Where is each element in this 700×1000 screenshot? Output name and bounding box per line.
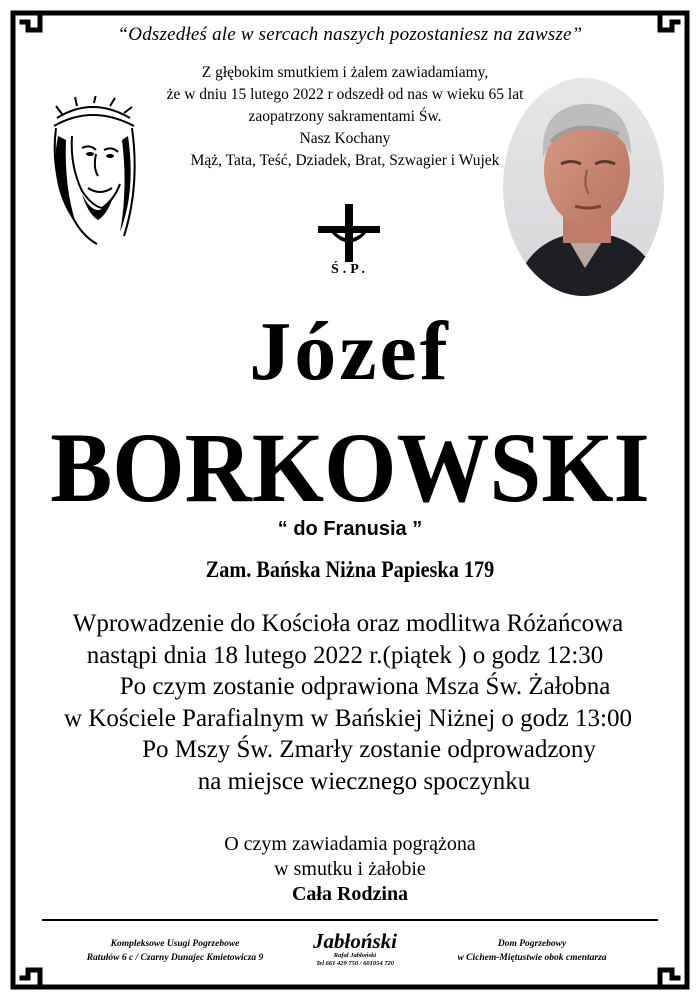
intro-line: zaopatrzony sakramentami Św.	[248, 108, 442, 125]
jesus-crown-of-thorns-image	[42, 96, 142, 246]
first-name: Józef	[249, 305, 451, 398]
intro-line: Mąż, Tata, Teść, Dziadek, Brat, Szwagier i Wujek	[190, 152, 500, 169]
intro-text	[150, 62, 540, 172]
last-name: BORKOWSKI	[50, 412, 650, 523]
family-signature: Cała Rodzina	[291, 883, 409, 905]
footer-line: w Cichem-Miętustwie obok cmentarza	[457, 953, 607, 963]
deceased-portrait-photo	[503, 78, 664, 296]
announcement-line: na miejsce wiecznego spoczynku	[197, 767, 531, 795]
announcement-line: nastąpi dnia 18 lutego 2022 r.(piątek ) o godz 12:30	[86, 641, 604, 669]
footer-divider	[42, 919, 658, 921]
footer-line: Dom Pogrzebowy	[497, 939, 567, 949]
closing-line: w smutku i żałobie	[274, 858, 426, 880]
logo-subline: Rafał Jabłoński	[333, 952, 377, 959]
footer-right-info	[432, 937, 632, 965]
cross-icon	[318, 204, 380, 262]
intro-line: Z głębokim smutkiem i żalem zawiadamiamy,	[201, 64, 489, 81]
logo-text: Jabłoński	[312, 929, 398, 953]
announcement-line: Wprowadzenie do Kościoła oraz modlitwa Różańcowa	[72, 610, 624, 637]
funeral-announcement	[0, 608, 700, 797]
motto-quote: “Odszedłeś ale w sercach naszych pozostaniesz na zawsze”	[117, 24, 583, 45]
residence-address: Zam. Bańska Niżna Papieska 179	[205, 557, 495, 582]
closing-line: O czym zawiadamia pogrążona	[224, 833, 476, 855]
footer-line: Ratułów 6 c / Czarny Dunajec Kmietowicza 9	[86, 953, 264, 963]
intro-line: Nasz Kochany	[299, 130, 391, 147]
sp-label: Ś.P.	[330, 262, 370, 277]
footer-left-info	[80, 937, 270, 965]
announcement-line: w Kościele Parafialnym w Bańskiej Niżnej o godz 13:00	[64, 704, 632, 732]
footer-line: Kompleksowe Usugi Pogrzebowe	[110, 939, 240, 949]
logo-subline: Tel 661 429 750 / 601054 720	[315, 960, 395, 967]
funeral-home-logo	[290, 930, 420, 968]
announcement-line: Po Mszy Św. Zmarły zostanie odprowadzony	[142, 736, 596, 763]
intro-line: że w dniu 15 lutego 2022 r odszedł od nas w wieku 65 lat	[166, 86, 524, 103]
nickname: “ do Franusia ”	[277, 518, 423, 540]
closing-text	[0, 832, 700, 907]
announcement-line: Po czym zostanie odprawiona Msza Św. Żałobna	[119, 673, 611, 700]
